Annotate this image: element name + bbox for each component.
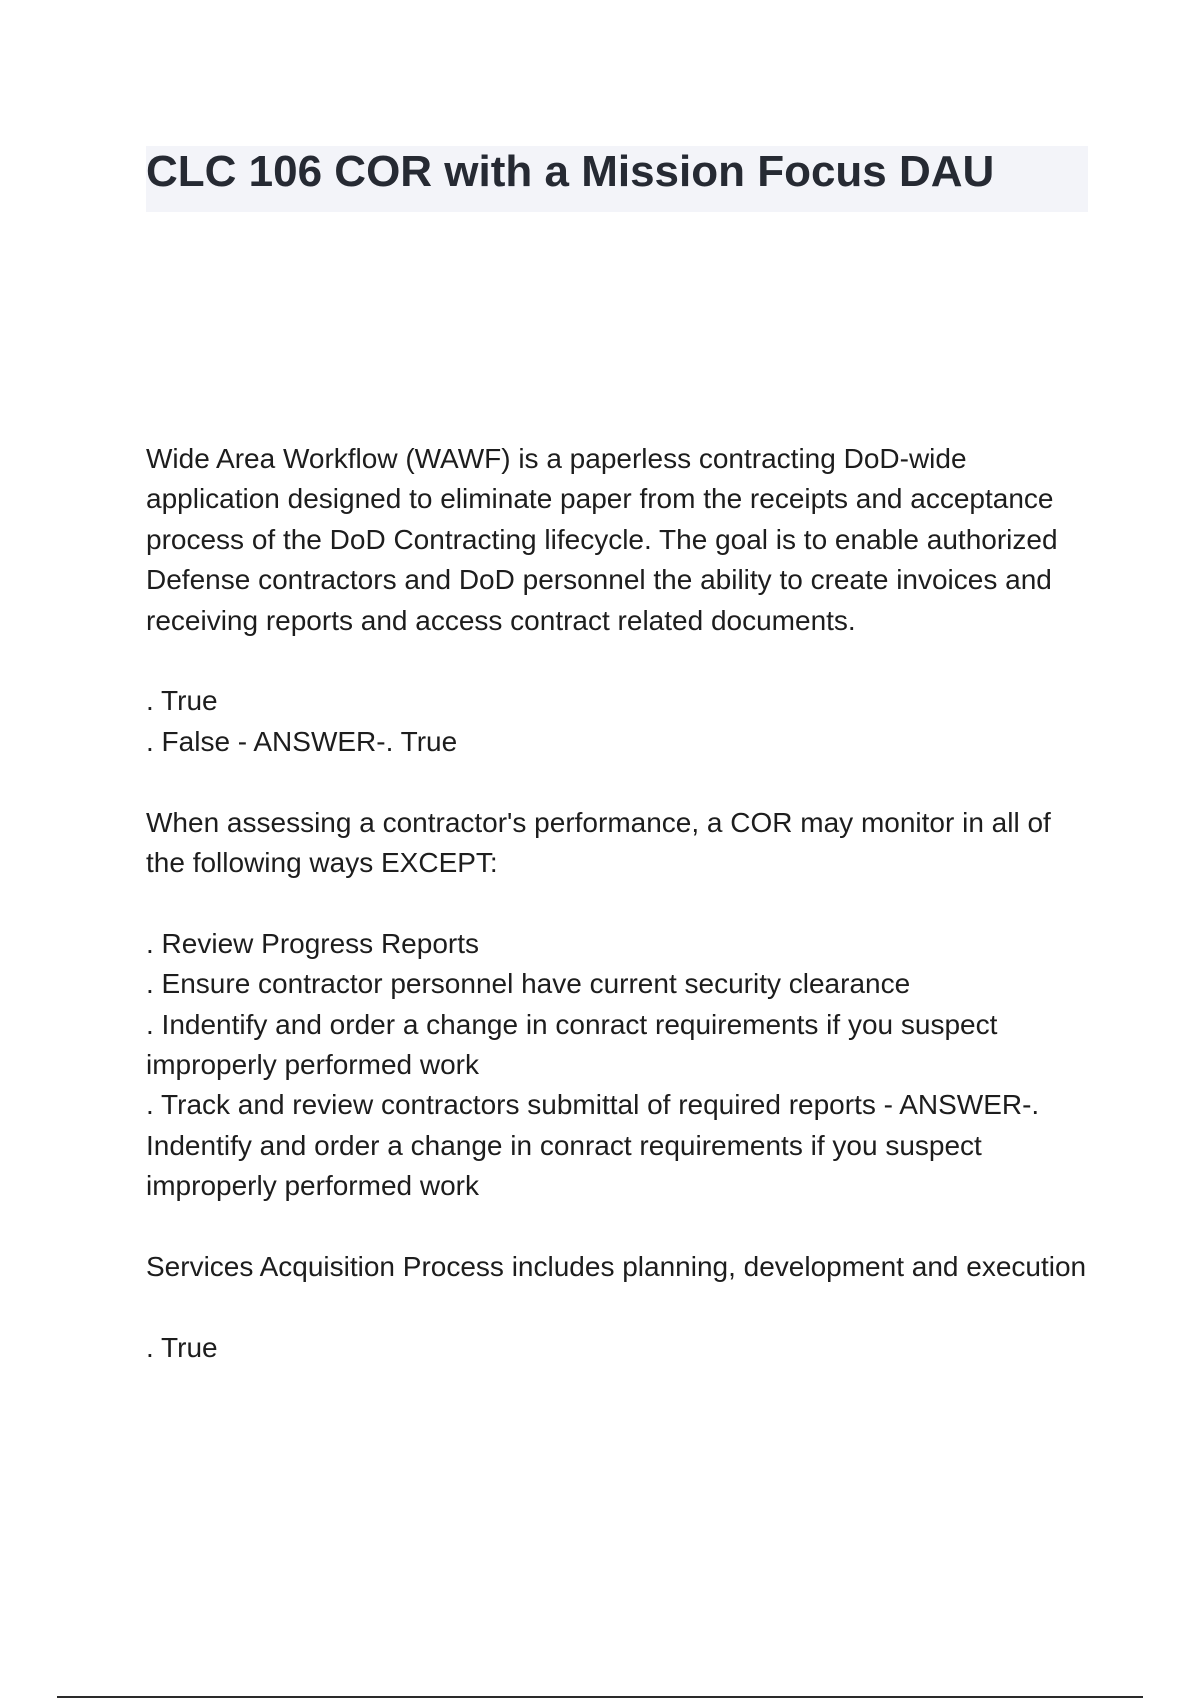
- answer-option: . True: [146, 685, 218, 717]
- answer-options-3: [146, 1328, 1091, 1368]
- answer-option: . Ensure contractor personnel have current security clearance: [146, 968, 911, 1000]
- question-text: Services Acquisition Process includes planning, development and execution: [146, 1251, 1087, 1283]
- question-block-3: [146, 1247, 1091, 1287]
- question-block-1: [146, 439, 1091, 641]
- answer-option: . Review Progress Reports: [146, 927, 480, 959]
- question-text: Wide Area Workflow (WAWF) is a paperless contracting DoD-wide application designed to eliminate paper from the receipts and acceptance process of the DoD Contracting lifecycle. The goal is to enable authorized Defense contractors and DoD personnel the ability to create invoices and receiving reports and access contract related documents.: [146, 443, 1058, 636]
- document-title: CLC 106 COR with a Mission Focus DAU: [146, 147, 995, 196]
- document-body: [146, 439, 1091, 1409]
- answer-option: . Indentify and order a change in conract requirements if you suspect improperly performed work: [146, 1008, 998, 1081]
- answer-options-2: [146, 924, 1091, 1207]
- question-block-2: [146, 803, 1091, 884]
- answer-options-1: [146, 681, 1091, 762]
- answer-option: . Track and review contractors submittal of required reports - ANSWER-. Indentify and order a change in conract requirements if you suspect improperly performed work: [146, 1089, 1040, 1202]
- footer-divider: [57, 1696, 1143, 1698]
- answer-option: . False - ANSWER-. True: [146, 725, 458, 757]
- question-text: When assessing a contractor's performance, a COR may monitor in all of the following ways EXCEPT:: [146, 806, 1051, 879]
- answer-option: . True: [146, 1331, 218, 1363]
